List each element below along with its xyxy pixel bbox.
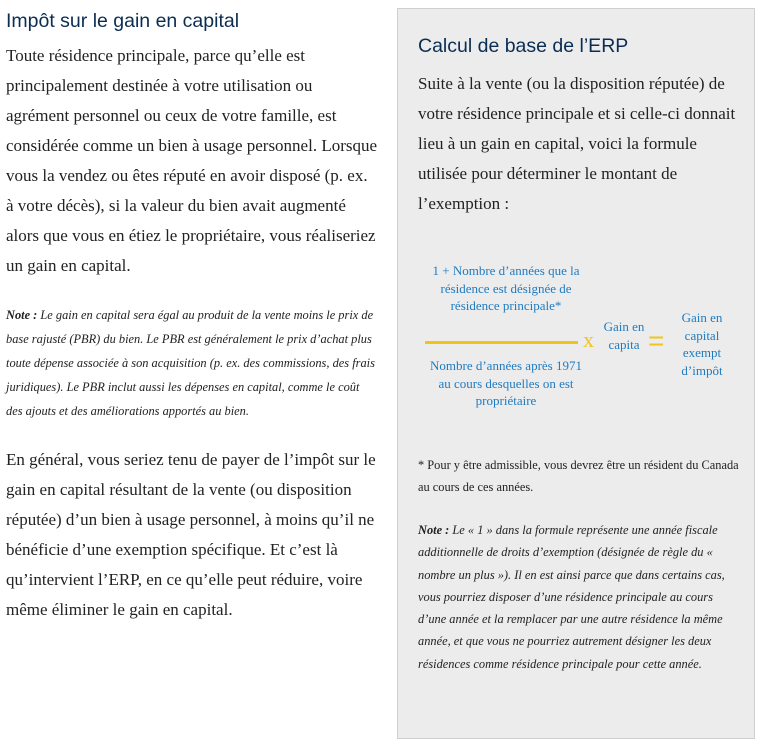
formula-gain: Gain en capita — [603, 319, 645, 352]
note-paragraph — [6, 303, 378, 423]
section-title: Impôt sur le gain en capital — [6, 10, 240, 32]
panel-note-text: Le « 1 » dans la formule représente une année fiscale additionnelle de droits d’exemption (désignée de règle du « nombre un plus »). Il en est ainsi parce que dans certains cas, vous pourriez disposer d’une résidence principale au cours d’une année et la remplacer par une autre résidence la même année, et que vous ne pourriez autrement désigner les deux résidences comme résidence principale pour cette année. — [418, 523, 725, 671]
eligibility-footnote: * Pour y être admissible, vous devrez être un résident du Canada au cours de ces années. — [418, 458, 739, 494]
formula-result: Gain en capital exempt d’impôt — [681, 310, 723, 378]
panel-intro: Suite à la vente (ou la disposition réputée) de votre résidence principale et si celle-ci donnait lieu à un gain en capital, voici la formule utilisée pour déterminer le montant de l’exemption : — [418, 74, 736, 213]
fraction-bar — [425, 341, 578, 344]
note-text: Le gain en capital sera égal au produit de la vente moins le prix de base rajusté (PBR) du bien. Le PBR est généralement le prix d’achat plus toute dépense associée à son acquisition (p. ex. des commissions, des frais juridiques). Le PBR inclut aussi les dépenses en capital, comme le coût des ajouts et des améliorations apportés au bien. — [6, 308, 375, 418]
multiply-sign: x — [583, 327, 594, 352]
formula-denominator: Nombre d’années après 1971 au cours desquelles on est propriétaire — [430, 358, 582, 408]
panel-note — [418, 519, 743, 675]
formula-numerator: 1 + Nombre d’années que la résidence est désignée de résidence principale* — [432, 263, 580, 313]
equals-sign: = — [648, 325, 665, 356]
panel-note-label: Note : — [418, 523, 450, 537]
erp-formula — [398, 259, 754, 434]
note-label: Note : — [6, 308, 38, 322]
tax-paragraph: En général, vous seriez tenu de payer de l’impôt sur le gain en capital résultant de la vente (ou disposition réputée) d’un bien à usage personnel, à moins qu’il ne bénéficie d’une exemption spécifique. Et c’est là qu’intervient l’ERP, en ce qu’elle peut réduire, voire même éliminer le gain en capital. — [6, 450, 376, 619]
intro-paragraph: Toute résidence principale, parce qu’elle est principalement destinée à votre utilisation ou agrément personnel ou ceux de votre famille, est considérée comme un bien à usage personnel. Lorsque vous la vendez ou êtes réputé en avoir disposé (p. ex. à votre décès), si la valeur du bien avait augmenté alors que vous en étiez le propriétaire, vous réaliseriez un gain en capital. — [6, 46, 378, 275]
main-column — [6, 10, 378, 625]
erp-sidebar-panel — [397, 8, 755, 739]
panel-title: Calcul de base de l’ERP — [418, 35, 629, 57]
